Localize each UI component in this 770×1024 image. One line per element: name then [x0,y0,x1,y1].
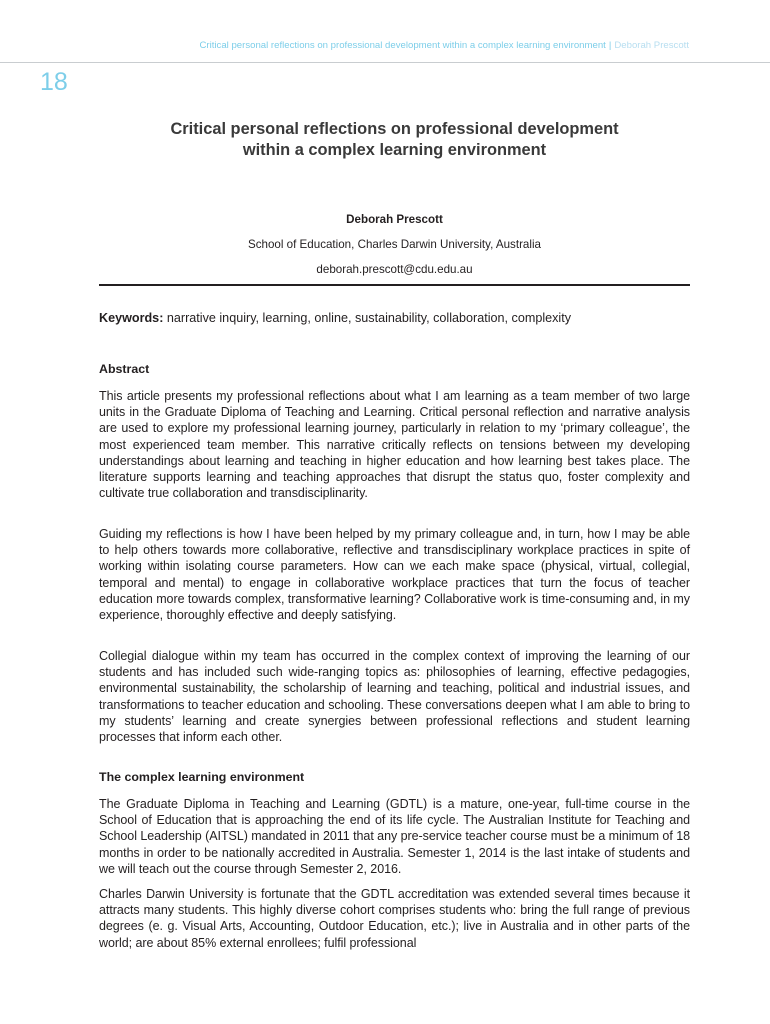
keywords [99,310,690,327]
header-rule [0,62,770,63]
section-paragraph-1: The Graduate Diploma in Teaching and Learning (GDTL) is a mature, one-year, full-time course in the School of Education that is approaching the end of its life cycle. The Australian Institute for Teaching and School Leadership (AITSL) mandated in 2011 that any pre-service teacher course must be a minimum of 18 months in order to be nationally accredited in Australia. Semester 1, 2014 is the last intake of students and we will teach out the course through Semester 2, 2016. [99,797,690,876]
running-header-title: Critical personal reflections on professional development within a complex learning environment [199,40,606,51]
section-heading-complex-learning-environment: The complex learning environment [99,770,305,784]
article-title [99,119,690,161]
abstract-heading: Abstract [99,362,150,376]
running-header-author: Deborah Prescott [614,40,689,51]
article-title-line-1: Critical personal reflections on professional development [170,120,619,138]
page-number: 18 [40,68,68,96]
keywords-value: narrative inquiry, learning, online, sustainability, collaboration, complexity [166,311,572,325]
author-email: deborah.prescott@cdu.edu.au [316,263,473,276]
section-paragraph-2: Charles Darwin University is fortunate that the GDTL accreditation was extended several times because it attracts many students. This highly diverse cohort comprises students who: bring the full range of previous degrees (e. g. Visual Arts, Accounting, Outdoor Education, etc.); live in Australia and in other parts of the world; are about 85% external enrollees; fulfil professional [99,887,690,950]
abstract-paragraph-3: Collegial dialogue within my team has occurred in the complex context of improving the learning of our students and has included such wide-ranging topics as: philosophies of learning, effective pedagogies, environmental sustainability, the scholarship of learning and teaching, political and industrial issues, and transformations to teacher education and schooling. These conversations deepen what I am able to bring to my students’ learning and create synergies between professional reflections and student learning processes that inform each other. [99,649,690,745]
running-header-separator: | [608,40,612,51]
abstract-paragraph-2: Guiding my reflections is how I have been helped by my primary colleague and, in turn, how I may be able to help others towards more collaborative, reflective and transdisciplinary workplace practices in spite of working within isolating course parameters. How can we each make space (physical, virtual, collegial, temporal and mental) to engage in collaborative workplace practices that turn the focus of teacher education more towards complex, transformative learning? Collaborative work is time-consuming and, in my experience, thoroughly effective and deeply satisfying. [99,527,690,623]
running-header [199,40,689,52]
title-divider [99,284,690,286]
author-name: Deborah Prescott [346,213,443,226]
author-affiliation: School of Education, Charles Darwin University, Australia [248,238,541,251]
keywords-label: Keywords: [99,311,164,325]
abstract-paragraph-1: This article presents my professional reflections about what I am learning as a team member of two large units in the Graduate Diploma of Teaching and Learning. Critical personal reflection and narrative analysis are used to explore my professional learning journey, particularly in relation to my ‘primary colleague’, the most experienced team member. This narrative critically reflects on tensions between my developing understandings about learning and teaching in higher education and how learning best takes place. The literature supports learning and teaching approaches that disrupt the status quo, foster complexity and cultivate true collaboration and transdisciplinarity. [99,389,690,501]
article-title-line-2: within a complex learning environment [242,141,547,159]
